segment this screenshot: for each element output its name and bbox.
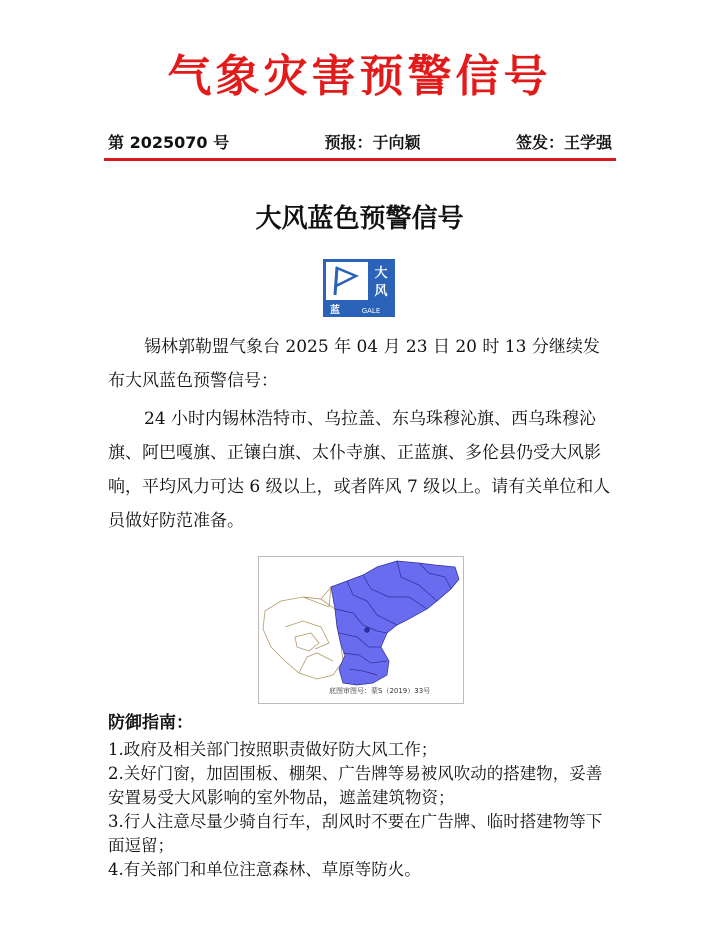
signal-title: 大风蓝色预警信号 [255, 204, 464, 234]
icon-text-left: 蓝 [330, 305, 340, 316]
guide-heading: 防御指南： [108, 713, 193, 733]
map-approval-note: 底图审图号：蒙S（2019）33号 [329, 687, 431, 695]
issue-number: 第 2025070 号 [108, 133, 230, 152]
guide-item: 4.有关部门和单位注意森林、草原等防火。 [108, 860, 421, 879]
gale-blue-warning-icon [323, 259, 395, 317]
impact-paragraph: 24 小时内锡林浩特市、乌拉盖、东乌珠穆沁旗、西乌珠穆沁旗、阿巴嘎旗、正镶白旗、太仆寺旗、正蓝旗、多伦县仍受大风影响，平均风力可达 6 级以上，或者阵风 7 级以上。请有关单位和人员做好防范准备。 [108, 409, 611, 531]
header-rule [104, 158, 616, 161]
announcement-paragraph: 锡林郭勒盟气象台 2025 年 04 月 23 日 20 时 13 分继续发布大风蓝色预警信号： [108, 337, 600, 391]
icon-text-mid: 风 [374, 284, 388, 299]
guide-item: 2.关好门窗，加固围板、棚架、广告牌等易被风吹动的搭建物，妥善安置易受大风影响的室外物品，遮盖建筑物资； [108, 764, 603, 807]
guide-item: 3.行人注意尽量少骑自行车，刮风时不要在广告牌、临时搭建物等下面逗留； [108, 812, 603, 855]
forecaster: 预报：于向颖 [324, 133, 421, 152]
guide-list [108, 738, 618, 882]
document-title: 气象灾害预警信号 [167, 51, 552, 102]
unaffected-region [263, 587, 343, 679]
guide-item: 1.政府及相关部门按照职责做好防大风工作； [108, 740, 438, 759]
affected-region [331, 561, 459, 685]
document-meta [108, 130, 612, 153]
icon-text-en: GALE [361, 307, 381, 315]
icon-text-top: 大 [374, 266, 388, 281]
issuer: 签发：王学强 [515, 133, 612, 152]
warning-area-map [258, 556, 464, 704]
